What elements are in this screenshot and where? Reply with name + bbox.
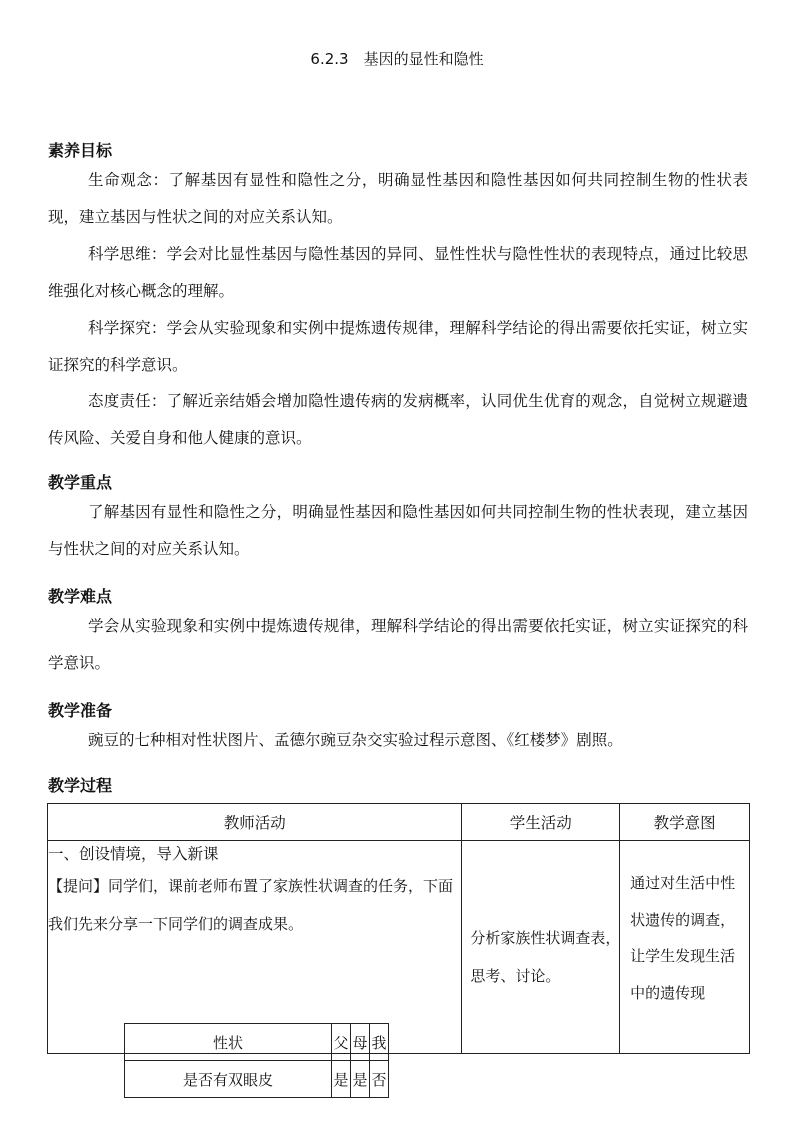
student-activity-text: 分析家族性状调查表，思考、讨论。: [470, 929, 621, 985]
teaching-intent-cell: [620, 841, 750, 1054]
survey-trait: 是否有双眼皮: [125, 1061, 332, 1098]
process-heading: 教学过程: [48, 776, 113, 795]
survey-header-trait: 性状: [125, 1024, 332, 1061]
preparation-text: 豌豆的七种相对性状图片、孟德尔豌豆杂交实验过程示意图、《红楼梦》剧照。: [88, 731, 623, 749]
page-title: 6.2.3 基因的显性和隐性: [310, 50, 484, 68]
difficulties-heading: 教学难点: [48, 587, 113, 606]
process-table: [47, 803, 750, 1089]
goals-paragraph-1: 生命观念：了解基因有显性和隐性之分，明确显性基因和隐性基因如何共同控制生物的性状表现，建立基因与性状之间的对应关系认知。: [48, 171, 748, 226]
key-points-heading: 教学重点: [48, 473, 113, 492]
teacher-activity-cell: [48, 841, 462, 1089]
survey-header-me: 我: [370, 1024, 389, 1061]
step-title: 一、创设情境，导入新课: [48, 845, 219, 863]
survey-header-row: [125, 1024, 389, 1061]
goals-paragraph-4: 态度责任：了解近亲结婚会增加隐性遗传病的发病概率，认同优生优育的观念，自觉树立规避遗传风险、关爱自身和他人健康的意识。: [48, 392, 748, 447]
header-teacher-activity: 教师活动: [48, 804, 462, 841]
teaching-intent-text: 通过对生活中性状遗传的调查，让学生发现生活中的遗传现: [630, 874, 736, 1002]
process-table-header-row: [48, 804, 750, 841]
header-teaching-intent: 教学意图: [620, 804, 750, 841]
family-trait-survey-table: [124, 1023, 389, 1098]
teacher-question-text: 【提问】同学们，课前老师布置了家族性状调查的任务，下面我们先来分享一下同学们的调查成果。: [48, 877, 454, 933]
header-student-activity: 学生活动: [462, 804, 620, 841]
goals-heading: 素养目标: [48, 141, 113, 160]
goals-paragraph-2: 科学思维：学会对比显性基因与隐性基因的异同、显性性状与隐性性状的表现特点，通过比较思维强化对核心概念的理解。: [48, 245, 748, 300]
survey-header-father: 父: [332, 1024, 351, 1061]
survey-mother-value: 是: [351, 1061, 370, 1098]
difficulties-text: 学会从实验现象和实例中提炼遗传规律，理解科学结论的得出需要依托实证，树立实证探究的科学意识。: [48, 617, 748, 672]
table-row: [48, 841, 750, 1054]
survey-father-value: 是: [332, 1061, 351, 1098]
survey-header-mother: 母: [351, 1024, 370, 1061]
student-activity-cell: [462, 841, 620, 1054]
survey-row: [125, 1061, 389, 1098]
survey-me-value: 否: [370, 1061, 389, 1098]
goals-paragraph-3: 科学探究：学会从实验现象和实例中提炼遗传规律，理解科学结论的得出需要依托实证，树立实证探究的科学意识。: [48, 319, 748, 374]
key-points-text: 了解基因有显性和隐性之分，明确显性基因和隐性基因如何共同控制生物的性状表现，建立基因与性状之间的对应关系认知。: [48, 503, 748, 558]
preparation-heading: 教学准备: [48, 701, 113, 720]
